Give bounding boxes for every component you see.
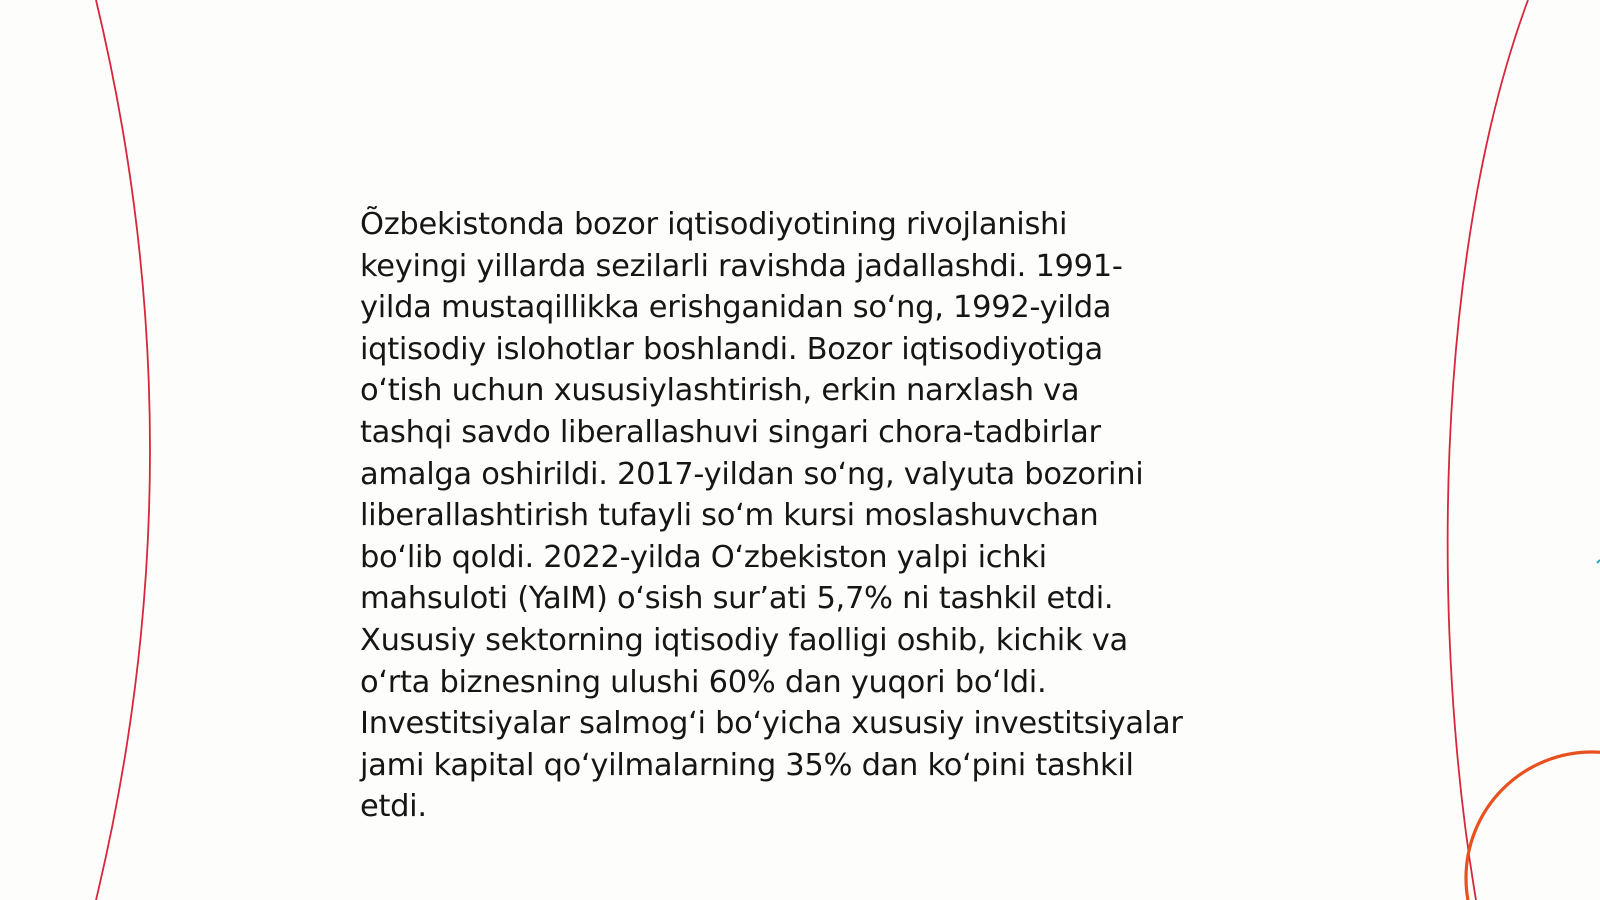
left-curve-decoration: [96, 0, 150, 900]
right-curve-decoration: [1448, 0, 1528, 900]
orange-circle-decoration: [1466, 752, 1600, 900]
main-paragraph: Õzbekistonda bozor iqtisodiyotining rivojlanishi keyingi yillarda sezilarli ravishda jadallashdi. 1991- yilda mustaqillikka erishganidan so‘ng, 1992-yilda iqtisodiy islohotlar boshlandi. Bozor iqtisodiyotiga o‘tish uchun xususiylashtirish, erkin narxlash va tashqi savdo liberallashuvi singari chora-tadbirlar amalga oshirildi. 2017-yildan so‘ng, valyuta bozorini liberallashtirish tufayli so‘m kursi moslashuvchan bo‘lib qoldi. 2022-yilda O‘zbekiston yalpi ichki mahsuloti (YaIM) o‘sish sur’ati 5,7% ni tashkil etdi. Xususiy sektorning iqtisodiy faolligi oshib, kichik va o‘rta biznesning ulushi 60% dan yuqori bo‘ldi. Investitsiyalar salmog‘i bo‘yicha xususiy investitsiyalar jami kapital qo‘yilmalarning 35% dan ko‘pini tashkil etdi.: [360, 207, 1183, 825]
